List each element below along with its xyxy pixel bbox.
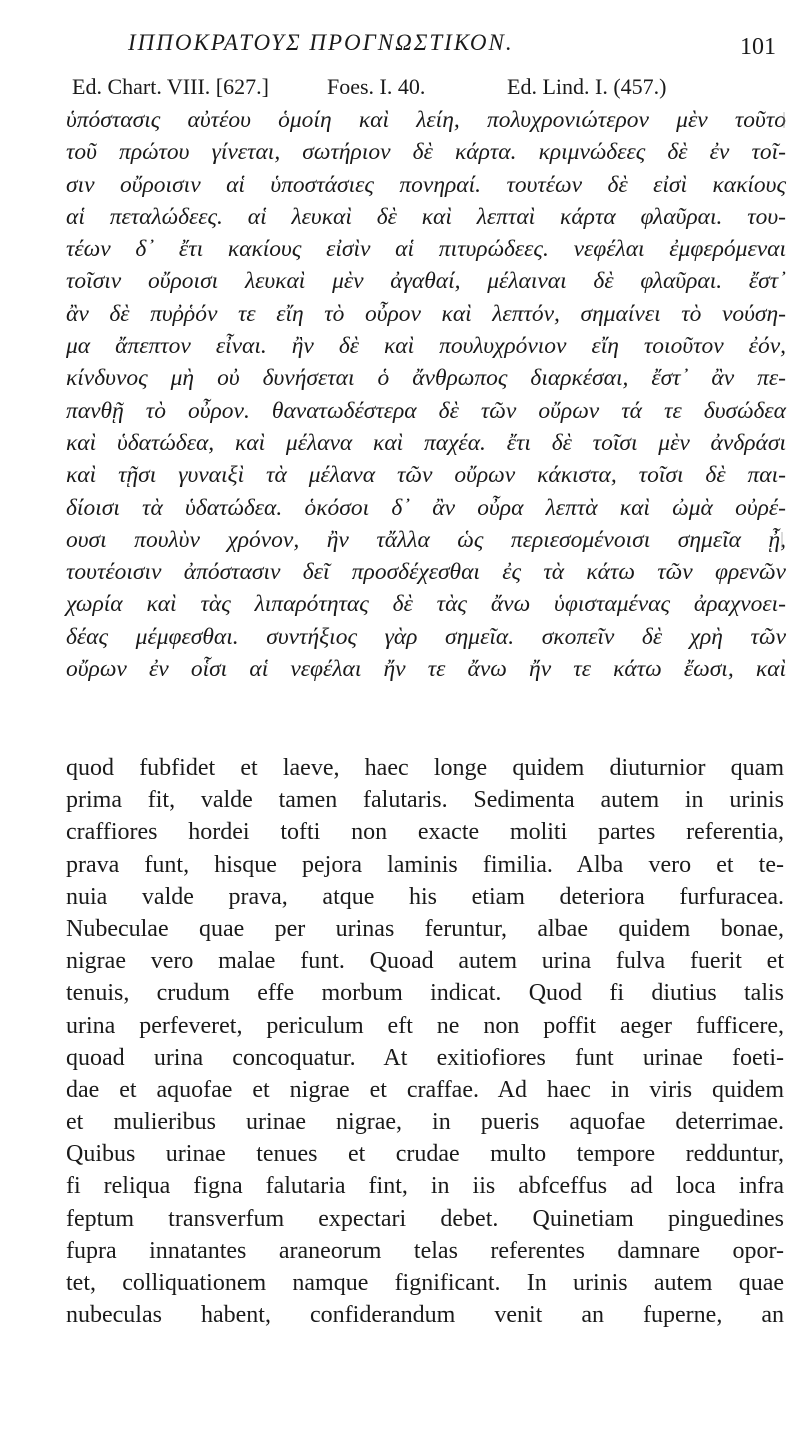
latin-text-line: dae et aquofae et nigrae et craffae. Ad haec in viris quidem [66,1076,784,1103]
edition-reference-line [72,74,780,104]
foes-reference: Foes. I. 40. [327,74,426,99]
greek-text-line: τέων δ᾽ ἔτι κακίους εἰσὶν αἱ πιτυρώδεες. νεφέλαι ἐμφερόμεναι [66,236,786,263]
greek-text-line: μα ἄπεπτον εἶναι. ἢν δὲ καὶ πουλυχρόνιον εἴη τοιοῦτον ἐόν, [66,333,786,360]
greek-text-line: ὑπόστασις αὐτέου ὁμοίη καὶ λείη, πολυχρονιώτερον μὲν τοῦτο [66,107,786,133]
latin-text-line: fupra innatantes araneorum telas referentes damnare opor- [66,1237,784,1264]
greek-text-line: ουσι πουλὺν χρόνον, ἢν τἄλλα ὡς περιεσομένοισι σημεῖα ᾖ, [66,526,786,553]
margin-scan-mark [783,112,785,128]
ed-chart-reference: Ed. Chart. VIII. [627.] [72,74,269,99]
latin-text-line: fi reliqua figna falutaria fint, in iis abfceffus ad loca infra [66,1173,784,1200]
greek-text-line: οὔρων ἐν οἷσι αἱ νεφέλαι ἤν τε ἄνω ἤν τε κάτω ἔωσι, καὶ [66,656,786,683]
latin-text-line: prava funt, hisque pejora laminis fimilia. Alba vero et te- [66,851,784,878]
greek-text-line: τοῦ πρώτου γίνεται, σωτήριον δὲ κάρτα. κριμνώδεες δὲ ἐν τοῖ- [66,139,786,166]
greek-text-line: πανθῇ τὸ οὖρον. θανατωδέστερα δὲ τῶν οὔρων τά τε δυσώδεα [66,397,786,424]
greek-text-line: κίνδυνος μὴ οὐ δυνήσεται ὁ ἄνθρωπος διαρκέσαι, ἔστ᾽ ἂν πε- [66,365,786,392]
running-title: ΙΠΠΟΚΡΑΤΟΥΣ ΠΡΟΓΝΩΣΤΙΚΟΝ. [128,30,514,55]
margin-scan-mark [781,532,783,548]
ed-lind-reference: Ed. Lind. I. (457.) [507,74,667,99]
running-header [70,30,776,70]
greek-text-line: τουτέοισιν ἀπόστασιν δεῖ προσδέχεσθαι ἐς τὰ κάτω τῶν φρενῶν [66,559,786,586]
latin-text-line: Quibus urinae tenues et crudae multo tempore redduntur, [66,1141,784,1168]
latin-text-line: prima fit, valde tamen falutaris. Sedimenta autem in urinis [66,787,784,814]
latin-text-line: quoad urina concoquatur. At exitiofiores funt urinae foeti- [66,1044,784,1071]
greek-text-line: καὶ ὑδατώδεα, καὶ μέλανα καὶ παχέα. ἔτι δὲ τοῖσι μὲν ἀνδράσι [66,429,786,456]
greek-text-line: ἂν δὲ πυῤῥόν τε εἴη τὸ οὖρον καὶ λεπτόν, σημαίνει τὸ νούση- [66,300,786,327]
latin-text-line: Nubeculae quae per urinas feruntur, albae quidem bonae, [66,915,784,942]
greek-text-line: δέας μέμφεσθαι. συντήξιος γὰρ σημεῖα. σκοπεῖν δὲ χρὴ τῶν [66,623,786,650]
greek-text-line: καὶ τῇσι γυναιξὶ τὰ μέλανα τῶν οὔρων κάκιστα, τοῖσι δὲ παι- [66,462,786,489]
latin-text-line: tenuis, crudum effe morbum indicat. Quod fi diutius talis [66,980,784,1007]
latin-text-line: nigrae vero malae funt. Quoad autem urina fulva fuerit et [66,948,784,975]
greek-text-line: χωρία καὶ τὰς λιπαρότητας δὲ τὰς ἄνω ὑφισταμένας ἀραχνοει- [66,591,786,618]
greek-text-line: αἱ πεταλώδεες. αἱ λευκαὶ δὲ καὶ λεπταὶ κάρτα φλαῦραι. του- [66,203,786,230]
latin-text-line: nubeculas habent, confiderandum venit an fuperne, an [66,1302,784,1329]
latin-text-line: et mulieribus urinae nigrae, in pueris aquofae deterrimae. [66,1109,784,1136]
latin-text-line: urina perfeveret, periculum eft ne non poffit aeger fufficere, [66,1012,784,1039]
greek-text-line: δίοισι τὰ ὑδατώδεα. ὁκόσοι δ᾽ ἂν οὖρα λεπτὰ καὶ ὠμὰ οὐρέ- [66,494,786,521]
greek-text-block [66,104,786,685]
page-number: 101 [740,34,776,60]
latin-text-line: tet, colliquationem namque fignificant. In urinis autem quae [66,1270,784,1296]
latin-text-block [66,752,784,1331]
greek-text-line: σιν οὔροισιν αἱ ὑποστάσιες πονηραί. τουτέων δὲ εἰσὶ κακίους [66,171,786,198]
greek-text-line: τοῖσιν οὔροισι λευκαὶ μὲν ἀγαθαί, μέλαιναι δὲ φλαῦραι. ἔστ᾽ [66,268,786,295]
latin-text-line: nuia valde prava, atque his etiam deteriora furfuracea. [66,883,784,910]
latin-text-line: feptum transverfum expectari debet. Quinetiam pinguedines [66,1205,784,1232]
latin-text-line: craffiores hordei tofti non exacte moliti partes referentia, [66,819,784,846]
latin-text-line: quod fubfidet et laeve, haec longe quidem diuturnior quam [66,755,784,781]
